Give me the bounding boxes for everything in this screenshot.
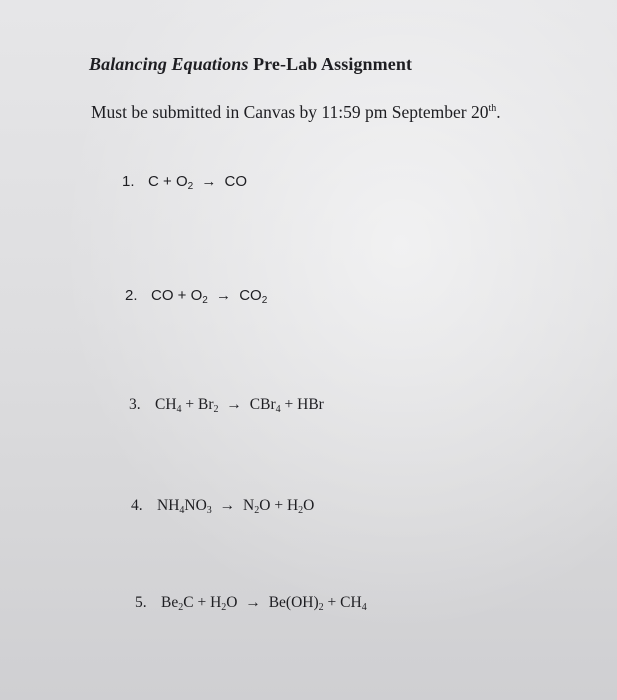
plus-sign: + <box>193 594 211 611</box>
plus-sign: + <box>158 173 176 190</box>
equation-item <box>125 287 267 304</box>
plus-sign: + <box>270 497 287 514</box>
deadline-note <box>91 102 501 123</box>
reaction-arrow-icon: → <box>215 497 240 514</box>
equation-item <box>122 173 247 190</box>
equation-number: 3. <box>129 396 141 413</box>
product: $CH_4$ <box>340 594 367 613</box>
reactant: $H_2O$ <box>210 594 238 613</box>
plus-sign: + <box>173 287 191 304</box>
reactant: $O_2$ <box>175 173 194 192</box>
product: $N_2O$ <box>243 497 271 516</box>
reaction-arrow-icon: → <box>211 287 236 304</box>
reactant: $Be_2C$ <box>161 594 194 613</box>
deadline-suffix: th <box>488 103 497 115</box>
equation-number: 2. <box>125 287 138 304</box>
reactant: $CH_4$ <box>155 396 182 415</box>
equation-number: 5. <box>135 594 147 611</box>
title-rest: Pre-Lab Assignment <box>253 54 413 74</box>
reaction-arrow-icon: → <box>222 396 246 413</box>
reaction-arrow-icon: → <box>197 173 221 190</box>
product: $H_2O$ <box>286 497 315 516</box>
equation-number: 1. <box>122 173 135 190</box>
reactant: C <box>148 173 159 190</box>
reactant: $O_2$ <box>190 287 208 306</box>
reactant: $NH_4NO_3$ <box>157 497 212 516</box>
product: CBr$_4$ <box>249 396 281 415</box>
product: HBr <box>297 396 324 413</box>
plus-sign: + <box>323 594 341 611</box>
reactant: $Br_2$ <box>198 396 219 415</box>
equation-number: 4. <box>131 497 143 514</box>
reaction-arrow-icon: → <box>241 594 265 611</box>
equation-item <box>131 497 314 515</box>
page-title <box>89 54 412 75</box>
product: CO <box>224 173 248 190</box>
deadline-text: Must be submitted in Canvas by 11:59 pm September 20 <box>91 102 489 122</box>
plus-sign: + <box>181 396 199 413</box>
equation-item <box>129 396 324 414</box>
product: $Be(OH)_2$ <box>268 594 324 613</box>
plus-sign: + <box>280 396 298 413</box>
equation-item <box>135 594 367 612</box>
reactant: CO <box>151 287 174 304</box>
product: $CO_2$ <box>239 287 268 306</box>
deadline-period: . <box>496 102 501 122</box>
title-italic: Balancing Equations <box>89 54 249 74</box>
